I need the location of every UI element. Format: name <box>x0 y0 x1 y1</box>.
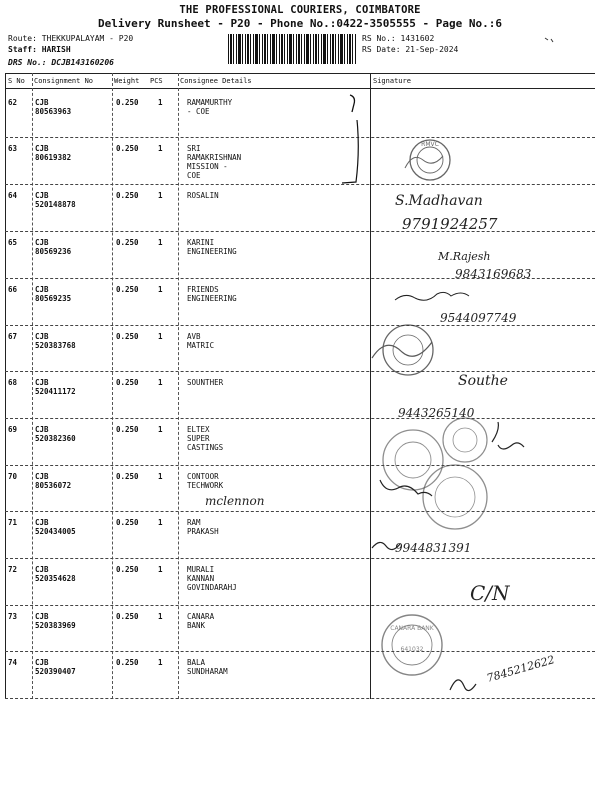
row-consignee: SOUNTHER <box>187 378 224 387</box>
header-bottom-rule <box>5 88 595 89</box>
row-pcs: 1 <box>158 191 163 200</box>
row-consignee: AVB MATRIC <box>187 332 215 350</box>
row-consignee: ROSALIN <box>187 191 219 200</box>
row-consignment: CJB 80563963 <box>35 98 72 116</box>
row-pcs: 1 <box>158 238 163 247</box>
row-consignment: CJB 520390407 <box>35 658 76 676</box>
row-weight: 0.250 <box>116 658 139 667</box>
row-divider <box>5 418 595 419</box>
route-line <box>8 34 133 43</box>
row-consignment: CJB 80619382 <box>35 144 72 162</box>
rs-date-label: RS Date: <box>362 45 401 54</box>
tick-mark <box>350 95 355 112</box>
row-sno: 63 <box>8 144 18 153</box>
signature-scribble <box>395 292 469 300</box>
row-divider <box>5 325 595 326</box>
company-stamp <box>383 418 487 490</box>
row-consignment: CJB 80536072 <box>35 472 72 490</box>
row-sno: 65 <box>8 238 18 247</box>
handwritten-phone: 9843169683 <box>455 267 532 281</box>
row-sno: 67 <box>8 332 18 341</box>
rmvc-stamp <box>405 140 450 180</box>
row-divider <box>5 137 595 138</box>
row-divider <box>5 651 595 652</box>
row-pcs: 1 <box>158 612 163 621</box>
row-weight: 0.250 <box>116 565 139 574</box>
row-pcs: 1 <box>158 144 163 153</box>
col-header-weight: Weight <box>114 77 140 85</box>
row-consignee: RAMAMURTHY - COE <box>187 98 233 116</box>
handwritten-phone: 7845212622 <box>485 653 557 685</box>
staff-line <box>8 45 71 54</box>
handwritten-name: S.Madhavan <box>395 193 483 209</box>
staff-value: HARISH <box>41 45 71 54</box>
row-weight: 0.250 <box>116 472 139 481</box>
signature-scribble <box>450 680 476 691</box>
row-divider <box>5 465 595 466</box>
row-divider <box>5 371 595 372</box>
row-consignment: CJB 520383969 <box>35 612 76 630</box>
staff-label: Staff: <box>8 45 37 54</box>
row-consignee: ELTEX SUPER CASTINGS <box>187 425 224 452</box>
drs-value: DCJB143160206 <box>51 58 114 67</box>
table-top-rule <box>5 73 595 74</box>
row-consignment: CJB 520382360 <box>35 425 76 443</box>
row-pcs: 1 <box>158 658 163 667</box>
col-header-sno: S No <box>8 77 25 85</box>
rs-no-label: RS No.: <box>362 34 396 43</box>
handwritten-note: mclennon <box>205 494 265 508</box>
row-pcs: 1 <box>158 378 163 387</box>
row-divider <box>5 698 595 699</box>
signature-scribble <box>372 542 400 549</box>
row-divider <box>5 558 595 559</box>
row-weight: 0.250 <box>116 612 139 621</box>
row-weight: 0.250 <box>116 425 139 434</box>
drs-line <box>8 58 114 67</box>
rs-date-line <box>362 45 458 54</box>
handwritten-name: Southe <box>458 373 508 389</box>
row-sno: 68 <box>8 378 18 387</box>
row-weight: 0.250 <box>116 518 139 527</box>
row-consignment: CJB 520148878 <box>35 191 76 209</box>
school-stamp <box>372 325 433 375</box>
row-consignment: CJB 520354628 <box>35 565 76 583</box>
row-divider <box>5 605 595 606</box>
row-sno: 62 <box>8 98 18 107</box>
rmvc-stamp-text: RMVC <box>421 141 439 148</box>
handwritten-phone: 9944831391 <box>395 541 472 555</box>
row-consignee: MURALI KANNAN GOVINDARAHJ <box>187 565 237 592</box>
rs-no-value: 1431602 <box>400 34 435 43</box>
route-label: Route: <box>8 34 37 43</box>
bank-stamp-code: 641032 <box>400 646 424 653</box>
row-sno: 70 <box>8 472 18 481</box>
row-sno: 64 <box>8 191 18 200</box>
row-consignment: CJB 520434005 <box>35 518 76 536</box>
row-divider <box>5 231 595 232</box>
row-consignee: CONTOOR TECHWORK <box>187 472 224 490</box>
rs-date-value: 21-Sep-2024 <box>405 45 459 54</box>
row-pcs: 1 <box>158 98 163 107</box>
route-value: THEKKUPALAYAM - P20 <box>41 34 134 43</box>
row-pcs: 1 <box>158 425 163 434</box>
row-consignment: CJB 520383768 <box>35 332 76 350</box>
row-pcs: 1 <box>158 472 163 481</box>
row-weight: 0.250 <box>116 144 139 153</box>
handwritten-phone: 9443265140 <box>398 406 475 420</box>
row-consignee: RAM PRAKASH <box>187 518 219 536</box>
col-header-consignment: Consignment No <box>34 77 94 85</box>
row-divider <box>5 184 595 185</box>
row-weight: 0.250 <box>116 285 139 294</box>
handwritten-mark: C/N <box>470 581 510 605</box>
row-pcs: 1 <box>158 285 163 294</box>
row-consignee: BALA SUNDHARAM <box>187 658 228 676</box>
handwritten-phone: 9791924257 <box>402 215 498 233</box>
row-consignment: CJB 80569235 <box>35 285 72 303</box>
stray-mark <box>545 38 553 42</box>
row-sno: 66 <box>8 285 18 294</box>
row-weight: 0.250 <box>116 191 139 200</box>
col-header-pcs: PCS <box>150 77 163 85</box>
row-sno: 69 <box>8 425 18 434</box>
drs-label: DRS No.: <box>8 58 47 67</box>
col-header-signature: Signature <box>373 77 411 85</box>
signature-scribble <box>492 422 524 449</box>
bank-stamp <box>382 615 442 675</box>
row-pcs: 1 <box>158 332 163 341</box>
signature-scribble <box>380 480 432 496</box>
row-weight: 0.250 <box>116 238 139 247</box>
row-consignment: CJB 520411172 <box>35 378 76 396</box>
company-title: THE PROFESSIONAL COURIERS, COIMBATORE <box>179 4 421 16</box>
row-sno: 72 <box>8 565 18 574</box>
row-divider <box>5 511 595 512</box>
handwritten-name: M.Rajesh <box>438 250 491 263</box>
barcode <box>228 34 356 64</box>
row-divider <box>5 278 595 279</box>
bank-stamp-text: CANARA BANK <box>390 625 434 632</box>
row-consignment: CJB 80569236 <box>35 238 72 256</box>
row-weight: 0.250 <box>116 378 139 387</box>
row-sno: 73 <box>8 612 18 621</box>
col-header-consignee: Consignee Details <box>180 77 252 85</box>
row-sno: 71 <box>8 518 18 527</box>
row-weight: 0.250 <box>116 332 139 341</box>
row-consignee: KARINI ENGINEERING <box>187 238 237 256</box>
row-consignee: SRI RAMAKRISHNAN MISSION - COE <box>187 144 242 180</box>
row-pcs: 1 <box>158 518 163 527</box>
row-weight: 0.250 <box>116 98 139 107</box>
bracket-mark <box>342 120 358 183</box>
row-sno: 74 <box>8 658 18 667</box>
row-consignee: CANARA BANK <box>187 612 215 630</box>
row-pcs: 1 <box>158 565 163 574</box>
rs-no-line <box>362 34 434 43</box>
runsheet-subtitle: Delivery Runsheet - P20 - Phone No.:0422-3505555 - Page No.:6 <box>98 17 502 30</box>
company-stamp <box>423 465 487 529</box>
row-consignee: FRIENDS ENGINEERING <box>187 285 237 303</box>
handwritten-phone: 9544097749 <box>440 311 517 325</box>
